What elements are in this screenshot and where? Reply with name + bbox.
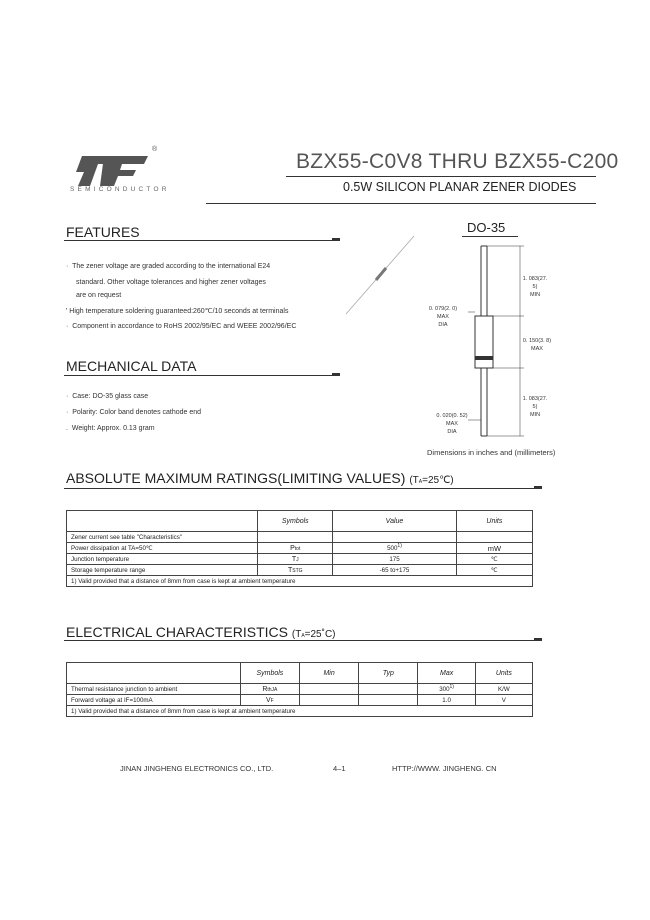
symbol-cell: VF: [240, 695, 299, 706]
feature-item: · Component in accordance to RoHS 2002/95/EC and WEEE 2002/96/EC: [66, 323, 297, 330]
table-header-row: [67, 511, 533, 532]
table-row: [67, 695, 533, 706]
param-cell: Junction temperature: [67, 554, 258, 565]
typ-cell: [359, 695, 418, 706]
unit-cell: ℃: [456, 554, 532, 565]
abs-max-heading: ABSOLUTE MAXIMUM RATINGS(LIMITING VALUES) (TA=25℃): [66, 470, 454, 486]
table-row: [67, 565, 533, 576]
symbol-cell: RthJA: [240, 684, 299, 695]
unit-cell: [456, 532, 532, 543]
footer-page-number: 4–1: [333, 764, 346, 773]
symbol-cell: TJ: [258, 554, 333, 565]
mechanical-item: · Polarity: Color band denotes cathode end: [66, 409, 202, 416]
features-rule-cap: [332, 238, 340, 241]
electrical-rule: [64, 640, 542, 641]
table-footnote: 1) Valid provided that a distance of 8mm from case is kept at ambient temperature: [67, 706, 533, 717]
table-row: [67, 554, 533, 565]
footer-url: HTTP://WWW. JINGHENG. CN: [392, 764, 497, 773]
unit-cell: V: [475, 695, 532, 706]
abs-max-rule: [64, 488, 542, 489]
subtitle-rule: [206, 203, 596, 204]
mechanical-rule: [64, 375, 334, 376]
feature-item: · The zener voltage are graded according to the international E24: [66, 263, 271, 270]
dim-wire-diameter: 0. 020(0. 52) MAX DIA: [436, 413, 468, 435]
dim-lead-bottom: 1. 083(27. 5) MIN: [522, 396, 548, 418]
value-cell: [333, 532, 457, 543]
value-cell: 175: [333, 554, 457, 565]
symbol-cell: Ptot: [258, 543, 333, 554]
table-row: [67, 543, 533, 554]
features-rule: [64, 240, 334, 241]
mechanical-item: . Weight: Approx. 0.13 gram: [66, 425, 155, 432]
electrical-rule-cap: [534, 638, 542, 641]
mechanical-rule-cap: [332, 373, 340, 376]
column-header: Typ: [359, 663, 418, 684]
abs-max-rule-cap: [534, 486, 542, 489]
param-cell: Zener current see table "Characteristics": [67, 532, 258, 543]
table-header-row: [67, 663, 533, 684]
unit-cell: ℃: [456, 565, 532, 576]
table-row: [67, 684, 533, 695]
registered-mark: ®: [152, 146, 158, 153]
value-cell: 500$^{1)}$: [333, 543, 457, 554]
package-name: DO-35: [467, 220, 506, 235]
document-subtitle: 0.5W SILICON PLANAR ZENER DIODES: [343, 180, 577, 194]
max-cell: 1.0: [418, 695, 475, 706]
param-cell: Thermal resistance junction to ambient: [67, 684, 241, 695]
feature-item: standard. Other voltage tolerances and higher zener voltages: [76, 279, 266, 286]
value-cell: -65 to+175: [333, 565, 457, 576]
electrical-heading: ELECTRICAL CHARACTERISTICS (TA=25˚C): [66, 624, 336, 640]
table-footnote: 1) Valid provided that a distance of 8mm from case is kept at ambient temperature: [67, 576, 533, 587]
typ-cell: [359, 684, 418, 695]
dim-body-length: 0. 150(3. 8) MAX: [522, 338, 552, 352]
min-cell: [299, 695, 358, 706]
param-cell: Power dissipation at TA=50℃: [67, 543, 258, 554]
unit-cell: mW: [456, 543, 532, 554]
mechanical-item: · Case: DO-35 glass case: [66, 393, 149, 400]
diode-thumbnail: [340, 230, 420, 320]
feature-item: ' High temperature soldering guaranteed:260℃/10 seconds at terminals: [66, 308, 289, 315]
document-title: BZX55-C0V8 THRU BZX55-C200: [296, 150, 619, 173]
table-footnote-row: [67, 706, 533, 717]
param-cell: Forward voltage at IF=100mA: [67, 695, 241, 706]
features-heading: FEATURES: [66, 224, 140, 240]
column-header: Max: [418, 663, 475, 684]
brand-tagline: SEMICONDUCTOR: [70, 186, 170, 193]
table-row: [67, 532, 533, 543]
symbol-cell: [258, 532, 333, 543]
dim-lead-top: 1. 083(27. 5) MIN: [522, 276, 548, 298]
electrical-table: [66, 662, 533, 717]
column-header: [67, 511, 258, 532]
column-header: Units: [456, 511, 532, 532]
dimension-note: Dimensions in inches and (millimeters): [427, 448, 556, 457]
package-rule: [462, 236, 518, 237]
mechanical-heading: MECHANICAL DATA: [66, 358, 197, 374]
column-header: [67, 663, 241, 684]
min-cell: [299, 684, 358, 695]
dim-lead-diameter: 0. 079(2. 0) MAX DIA: [428, 306, 458, 328]
column-header: Min: [299, 663, 358, 684]
abs-max-table: [66, 510, 533, 587]
title-rule: [286, 176, 596, 177]
unit-cell: K/W: [475, 684, 532, 695]
param-cell: Storage temperature range: [67, 565, 258, 576]
table-footnote-row: [67, 576, 533, 587]
footer-company: JINAN JINGHENG ELECTRONICS CO., LTD.: [120, 764, 274, 773]
column-header: Units: [475, 663, 532, 684]
symbol-cell: TSTG: [258, 565, 333, 576]
column-header: Value: [333, 511, 457, 532]
max-cell: 300$^{1)}$: [418, 684, 475, 695]
column-header: Symbols: [258, 511, 333, 532]
feature-item: are on request: [76, 292, 122, 299]
column-header: Symbols: [240, 663, 299, 684]
